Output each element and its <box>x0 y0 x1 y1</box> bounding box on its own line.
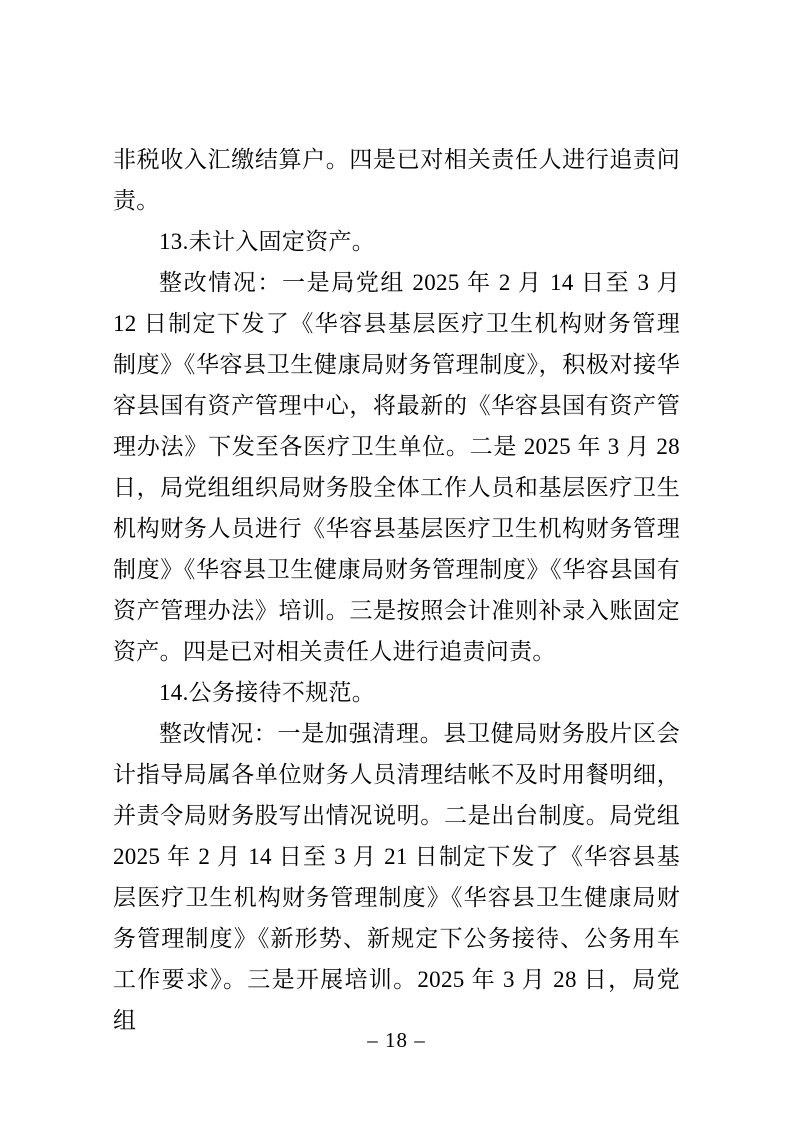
text-line: 制度》《华容县卫生健康局财务管理制度》《华容县国有 <box>113 557 680 582</box>
text-line: 整改情况：一是加强清理。县卫健局财务股片区会 <box>159 721 680 746</box>
text-line: 层医疗卫生机构财务管理制度》《华容县卫生健康局财 <box>113 885 680 910</box>
item-13-heading: 13.未计入固定资产。 <box>159 229 376 254</box>
text-line: 整改情况：一是局党组 2025 年 2 月 14 日至 3 月 <box>159 270 680 295</box>
text-line: 12 日制定下发了《华容县基层医疗卫生机构财务管理 <box>113 311 680 336</box>
text-line: 容县国有资产管理中心，将最新的《华容县国有资产管 <box>113 393 680 418</box>
body-text <box>113 139 680 1033</box>
text-line: 理办法》下发至各医疗卫生单位。二是 2025 年 3 月 28 <box>113 434 680 459</box>
text-line: 责。 <box>113 188 160 213</box>
text-line: 制度》《华容县卫生健康局财务管理制度》，积极对接华 <box>113 352 680 377</box>
text-line: 日，局党组组织局财务股全体工作人员和基层医疗卫生 <box>113 475 680 500</box>
text-line: 非税收入汇缴结算户。四是已对相关责任人进行追责问 <box>113 147 680 172</box>
text-line: 并责令局财务股写出情况说明。二是出台制度。局党组 <box>113 803 680 828</box>
text-line: 机构财务人员进行《华容县基层医疗卫生机构财务管理 <box>113 516 680 541</box>
text-line: 务管理制度》《新形势、新规定下公务接待、公务用车 <box>113 926 680 951</box>
text-line: 工作要求》。三是开展培训。2025 年 3 月 28 日，局党组 <box>113 967 680 1033</box>
item-14-heading: 14.公务接待不规范。 <box>159 680 376 705</box>
page-number: – 18 – <box>367 1028 426 1052</box>
text-line: 2025 年 2 月 14 日至 3 月 21 日制定下发了《华容县基 <box>113 844 680 869</box>
text-line: 资产管理办法》培训。三是按照会计准则补录入账固定 <box>113 598 680 623</box>
text-line: 资产。四是已对相关责任人进行追责问责。 <box>113 639 556 664</box>
text-line: 计指导局属各单位财务人员清理结帐不及时用餐明细， <box>113 762 680 787</box>
